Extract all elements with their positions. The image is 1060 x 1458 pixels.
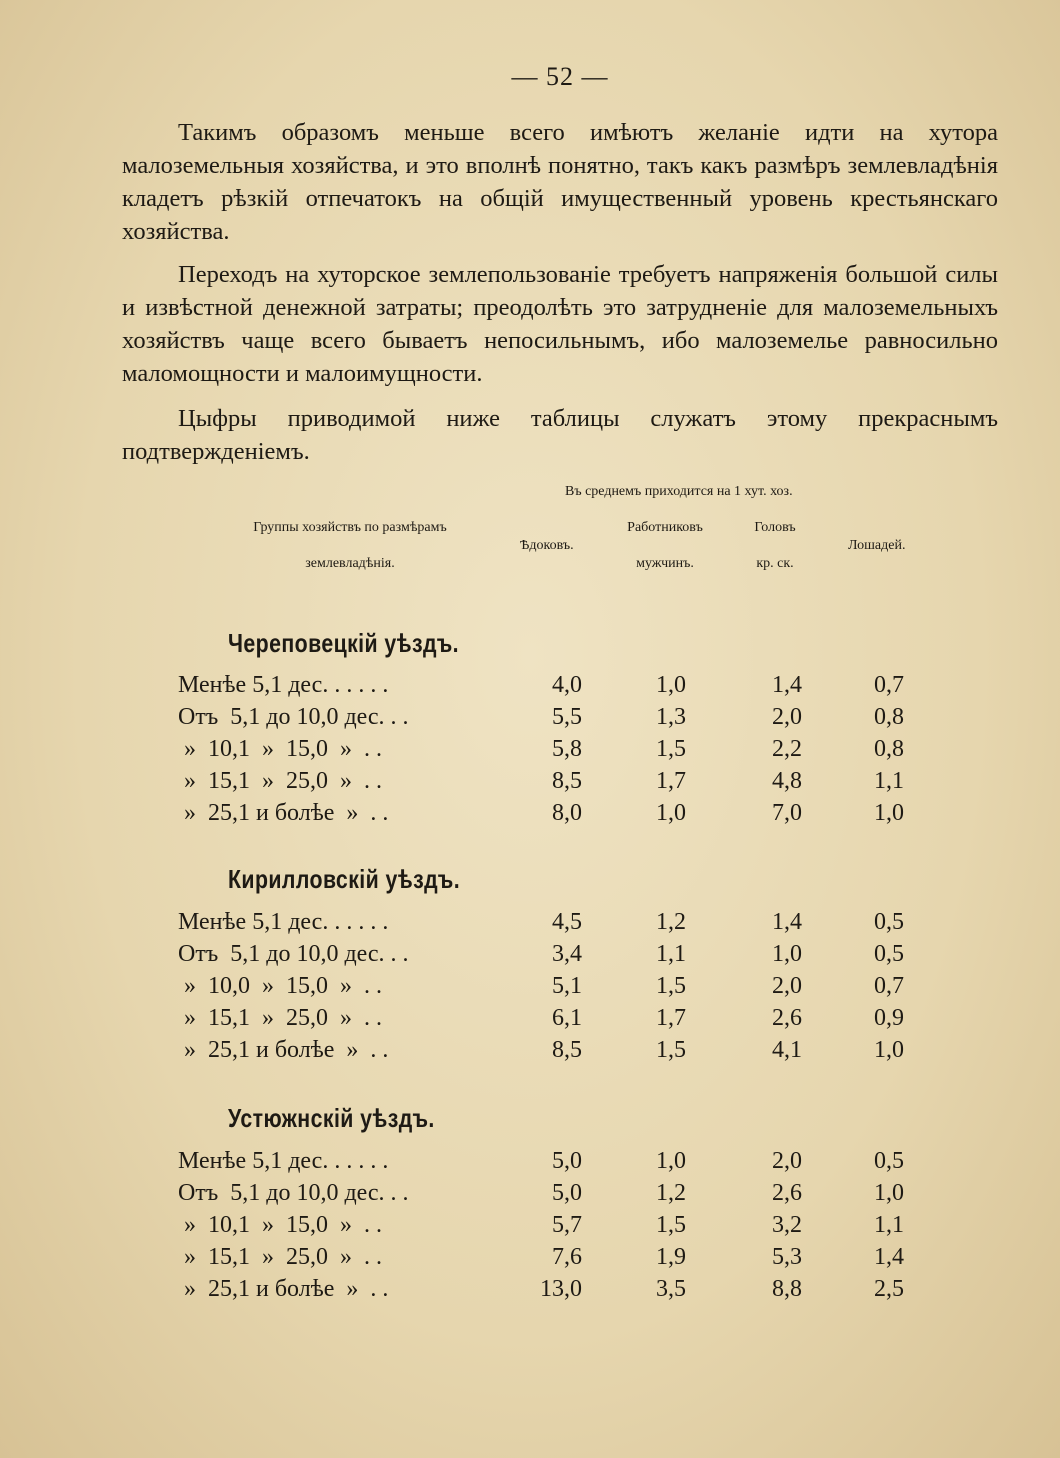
col-header-cattle-line2: кр. ск.	[756, 556, 794, 571]
table-row	[0, 768, 1060, 800]
row-label: » 25,1 и болѣе » . .	[178, 1276, 389, 1302]
district-heading: Череповецкій уѣздъ.	[228, 628, 459, 658]
table-row	[0, 1244, 1060, 1276]
cell-workers: 1,9	[656, 1244, 686, 1270]
cell-cattle: 7,0	[772, 800, 802, 826]
cell-workers: 1,0	[656, 1148, 686, 1174]
cell-cattle: 4,1	[772, 1037, 802, 1063]
row-label: Отъ 5,1 до 10,0 дес. . .	[178, 1180, 409, 1206]
cell-cattle: 2,6	[772, 1005, 802, 1031]
cell-workers: 1,7	[656, 1005, 686, 1031]
table-row	[0, 672, 1060, 704]
row-label: Менѣе 5,1 дес. . . . . .	[178, 672, 389, 698]
district-heading: Устюжнскій уѣздъ.	[228, 1103, 435, 1133]
table-row	[0, 800, 1060, 832]
cell-eaters: 5,0	[552, 1180, 582, 1206]
paragraph-1: Такимъ образомъ меньше всего имѣютъ желаніе идти на хутора малоземельныя хозяйства, и это вполнѣ понятно, такъ какъ размѣръ землевладѣнія кладетъ рѣзкій отпечатокъ на общій имущественный уровень крестьянскаго хозяйства.	[122, 119, 998, 245]
cell-horses: 1,1	[874, 768, 904, 794]
cell-cattle: 2,0	[772, 1148, 802, 1174]
cell-cattle: 2,6	[772, 1180, 802, 1206]
row-label: » 25,1 и болѣе » . .	[178, 800, 389, 826]
cell-horses: 0,5	[874, 941, 904, 967]
cell-workers: 1,1	[656, 941, 686, 967]
table-super-header: Въ среднемъ приходится на 1 хут. хоз.	[565, 484, 793, 499]
table-row	[0, 1212, 1060, 1244]
cell-horses: 1,1	[874, 1212, 904, 1238]
cell-workers: 1,0	[656, 672, 686, 698]
cell-workers: 3,5	[656, 1276, 686, 1302]
cell-eaters: 7,6	[552, 1244, 582, 1270]
table-row	[0, 1276, 1060, 1308]
cell-horses: 0,7	[874, 973, 904, 999]
cell-eaters: 8,5	[552, 768, 582, 794]
cell-eaters: 3,4	[552, 941, 582, 967]
col-header-cattle-line1: Головъ	[754, 520, 796, 535]
col-header-workers-line2: мужчинъ.	[636, 556, 694, 571]
cell-horses: 0,5	[874, 1148, 904, 1174]
cell-cattle: 5,3	[772, 1244, 802, 1270]
cell-horses: 0,7	[874, 672, 904, 698]
cell-horses: 0,8	[874, 704, 904, 730]
cell-horses: 2,5	[874, 1276, 904, 1302]
page-number: — 52 —	[511, 62, 609, 91]
cell-workers: 1,2	[656, 1180, 686, 1206]
table-row	[0, 704, 1060, 736]
cell-cattle: 2,2	[772, 736, 802, 762]
cell-eaters: 5,1	[552, 973, 582, 999]
cell-cattle: 1,4	[772, 909, 802, 935]
cell-horses: 1,0	[874, 800, 904, 826]
cell-eaters: 8,5	[552, 1037, 582, 1063]
cell-horses: 1,0	[874, 1180, 904, 1206]
cell-eaters: 8,0	[552, 800, 582, 826]
district-heading: Кирилловскій уѣздъ.	[228, 864, 461, 894]
cell-cattle: 2,0	[772, 704, 802, 730]
table-row	[0, 1037, 1060, 1069]
paragraph-2: Переходъ на хуторское землепользованіе требуетъ напряженія большой силы и извѣстной денежной затраты; преодолѣть это затрудненіе для малоземельныхъ хозяйствъ чаще всего бываетъ непосильнымъ, ибо малоземелье равносильно маломощности и малоимущности.	[122, 261, 998, 387]
cell-workers: 1,3	[656, 704, 686, 730]
cell-cattle: 3,2	[772, 1212, 802, 1238]
cell-horses: 0,9	[874, 1005, 904, 1031]
cell-eaters: 4,5	[552, 909, 582, 935]
cell-workers: 1,0	[656, 800, 686, 826]
row-label: » 10,1 » 15,0 » . .	[178, 1212, 382, 1238]
cell-eaters: 4,0	[552, 672, 582, 698]
table-row	[0, 1180, 1060, 1212]
table-row	[0, 736, 1060, 768]
cell-workers: 1,7	[656, 768, 686, 794]
row-label: » 15,1 » 25,0 » . .	[178, 1244, 382, 1270]
cell-eaters: 6,1	[552, 1005, 582, 1031]
group-header-line1: Группы хозяйствъ по размѣрамъ	[253, 520, 447, 535]
cell-horses: 1,0	[874, 1037, 904, 1063]
paragraph-3: Цыфры приводимой ниже таблицы служатъ этому прекраснымъ подтвержденіемъ.	[122, 405, 998, 465]
cell-eaters: 5,7	[552, 1212, 582, 1238]
cell-cattle: 1,0	[772, 941, 802, 967]
table-row	[0, 909, 1060, 941]
row-label: Менѣе 5,1 дес. . . . . .	[178, 1148, 389, 1174]
table-row	[0, 973, 1060, 1005]
row-label: » 10,0 » 15,0 » . .	[178, 973, 382, 999]
col-header-horses: Лошадей.	[848, 538, 906, 553]
cell-cattle: 2,0	[772, 973, 802, 999]
cell-cattle: 8,8	[772, 1276, 802, 1302]
row-label: » 15,1 » 25,0 » . .	[178, 768, 382, 794]
cell-workers: 1,5	[656, 1212, 686, 1238]
row-label: » 15,1 » 25,0 » . .	[178, 1005, 382, 1031]
col-header-eaters: Ѣдоковъ.	[520, 538, 574, 553]
cell-eaters: 5,5	[552, 704, 582, 730]
cell-workers: 1,5	[656, 973, 686, 999]
cell-workers: 1,5	[656, 736, 686, 762]
cell-eaters: 13,0	[540, 1276, 582, 1302]
cell-eaters: 5,0	[552, 1148, 582, 1174]
cell-cattle: 4,8	[772, 768, 802, 794]
table-row	[0, 941, 1060, 973]
col-header-workers-line1: Работниковъ	[627, 520, 703, 535]
cell-cattle: 1,4	[772, 672, 802, 698]
cell-eaters: 5,8	[552, 736, 582, 762]
table-row	[0, 1005, 1060, 1037]
cell-workers: 1,2	[656, 909, 686, 935]
cell-workers: 1,5	[656, 1037, 686, 1063]
cell-horses: 1,4	[874, 1244, 904, 1270]
group-header-line2: землевладѣнія.	[305, 556, 395, 571]
row-label: » 25,1 и болѣе » . .	[178, 1037, 389, 1063]
row-label: Менѣе 5,1 дес. . . . . .	[178, 909, 389, 935]
cell-horses: 0,8	[874, 736, 904, 762]
row-label: Отъ 5,1 до 10,0 дес. . .	[178, 941, 409, 967]
cell-horses: 0,5	[874, 909, 904, 935]
table-row	[0, 1148, 1060, 1180]
row-label: Отъ 5,1 до 10,0 дес. . .	[178, 704, 409, 730]
row-label: » 10,1 » 15,0 » . .	[178, 736, 382, 762]
